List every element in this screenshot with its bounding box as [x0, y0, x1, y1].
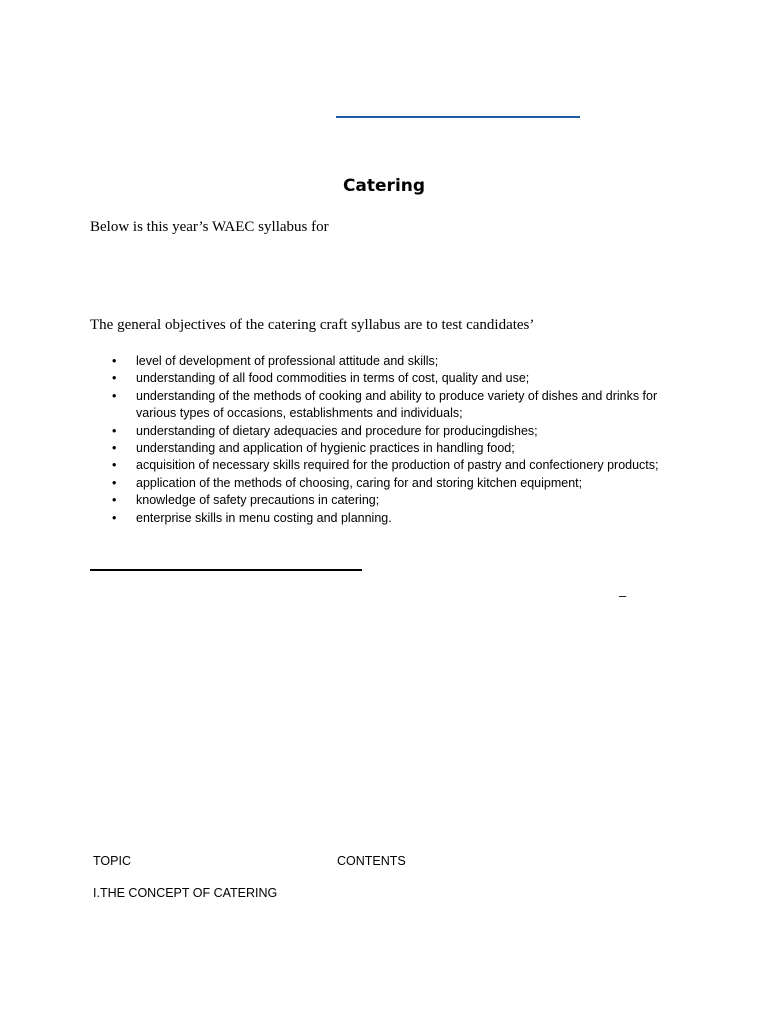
list-item: • acquisition of necessary skills required for the production of pastry and confectionery products;: [90, 457, 690, 474]
table-header-contents: CONTENTS: [337, 854, 406, 868]
dash-mark: –: [619, 588, 627, 603]
list-item: • understanding of dietary adequacies and procedure for producingdishes;: [90, 423, 690, 440]
table-row-topic: I.THE CONCEPT OF CATERING: [93, 886, 278, 900]
section-divider: [90, 569, 362, 571]
objectives-intro: The general objectives of the catering craft syllabus are to test candidates’: [90, 317, 535, 333]
list-item: • knowledge of safety precautions in catering;: [90, 492, 690, 509]
list-item: • application of the methods of choosing, caring for and storing kitchen equipment;: [90, 475, 690, 492]
list-item: • understanding and application of hygienic practices in handling food;: [90, 440, 690, 457]
objectives-list: [90, 353, 690, 527]
list-item: • enterprise skills in menu costing and planning.: [90, 510, 690, 527]
top-link-rule[interactable]: [336, 116, 580, 118]
list-item: • understanding of the methods of cooking and ability to produce variety of dishes and drinks for various types of occasions, establishments and individuals;: [90, 388, 690, 423]
page-title: Catering: [342, 176, 426, 196]
table-header-topic: TOPIC: [93, 854, 131, 868]
list-item: • level of development of professional attitude and skills;: [90, 353, 690, 370]
list-item: • understanding of all food commodities in terms of cost, quality and use;: [90, 370, 690, 387]
intro-text: Below is this year’s WAEC syllabus for: [90, 219, 329, 235]
